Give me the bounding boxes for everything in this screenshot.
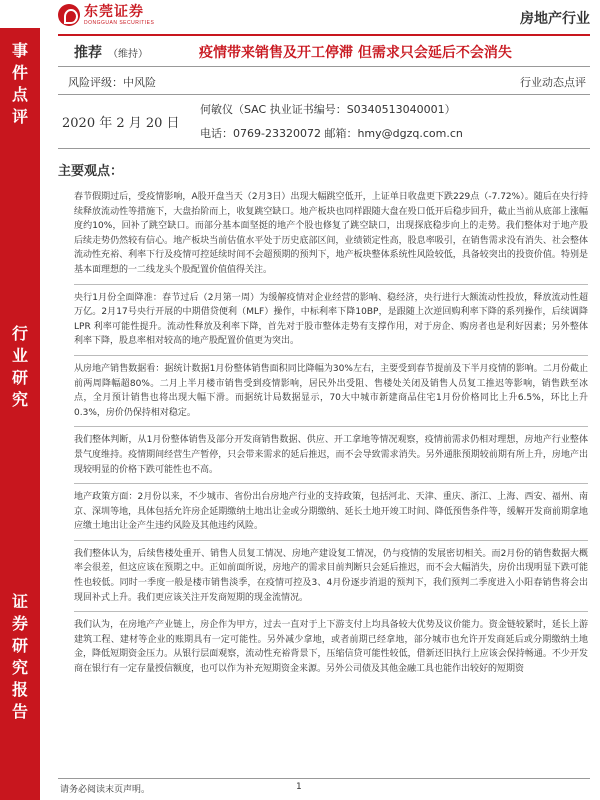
analyst-info bbox=[200, 98, 463, 146]
report-date: 2020 年 2 月 20 日 bbox=[62, 116, 180, 131]
analyst-name: 何敏仪（SAC 执业证书编号：S0340513040001） bbox=[200, 103, 456, 116]
title-row bbox=[58, 38, 590, 66]
report-type: 行业动态点评 bbox=[520, 76, 586, 89]
paragraph-divider bbox=[74, 426, 588, 427]
footer-disclaimer: 请务必阅读末页声明。 bbox=[60, 785, 151, 795]
logo-cn: 东莞证券 bbox=[84, 3, 144, 20]
paragraph: 地产政策方面：2月份以来，不少城市、省份出台房地产行业的支持政策，包括河北、天津、重庆、浙江、上海、西安、福州、南京、深圳等地，具体包括允许房企延期缴纳土地出让金或分期缴纳、延长土地开竣工时间、降低预售条件等，缓解开发商前期拿地应缴土地出让金产生违约风险及其他违约风险。 bbox=[74, 492, 588, 532]
rating: 推荐 （维持） bbox=[74, 45, 148, 61]
page-header bbox=[0, 0, 600, 36]
main-points-heading: 主要观点： bbox=[58, 164, 124, 179]
analyst-divider bbox=[58, 148, 590, 149]
paragraph-divider bbox=[74, 483, 588, 484]
header-divider bbox=[58, 34, 590, 36]
risk-level: 风险评级：中风险 bbox=[68, 76, 156, 89]
title-divider bbox=[58, 66, 590, 67]
footer-divider bbox=[58, 778, 590, 779]
report-title: 疫情带来销售及开工停滞 但需求只会延后不会消失 bbox=[199, 45, 512, 61]
page-number: 1 bbox=[296, 782, 302, 792]
paragraph-divider bbox=[74, 611, 588, 612]
paragraph-divider bbox=[74, 355, 588, 356]
sidebar-label-securities-report: 证 券 研 究 报 告 bbox=[11, 592, 28, 721]
paragraph-divider bbox=[74, 284, 588, 285]
sidebar-label-event-review: 事 件 点 评 bbox=[11, 41, 28, 126]
paragraph: 我们整体认为，后续售楼处重开、销售人员复工情况、房地产建设复工情况，仍与疫情的发展密切相关。而2月份的销售数据大概率会很差，但这应该在预期之中。正如前面所说，房地产的需求目前判断只会延后推迟，而不会大幅消失，房价出现明显下跌可能性也较低。同时一季度一般是楼市销售淡季，在疫情可控及3、4月份逐步消退的预判下，我们预判二季度进入小阳春销售将会出现回补式上升。我们更应该关注开发商短期的现金流情况。 bbox=[74, 548, 588, 603]
sidebar bbox=[0, 28, 40, 800]
analyst-contact: 电话：0769-23320072 邮箱：hmy@dgzq.com.cn bbox=[200, 127, 463, 140]
paragraph: 从房地产销售数据看：据统计数据1月份整体销售面积同比降幅为30%左右，主要受到春节提前及下半月疫情的影响。二月份截止前两周降幅超80%。二月上半月楼市销售受到疫情影响，居民外出受阻、售楼处关闭及销售人员复工推迟等影响，销售跌至冰点，全月预计销售也将出现大幅下滑。而据统计局数据显示，70大中城市新建商品住宅1月份价格同比上升6.5%，环比上升0.3%，房价仍保持相对稳定。 bbox=[74, 363, 588, 418]
logo-icon bbox=[58, 4, 80, 26]
main-content bbox=[74, 188, 588, 679]
meta-divider bbox=[58, 94, 590, 95]
paragraph: 央行1月份全面降准：春节过后（2月第一周）为缓解疫情对企业经营的影响、稳经济，央行进行大额流动性投放，释放流动性超万亿。2月17号央行开展的中期借贷便利（MLF）操作，中标利率下降10BP，是跟随上次逆回购利率下降的系列操作，后续调降 LPR 利率可能性提升。流动性释放及利率下降，首先对于股市整体走势有支撑作用，对于房企、购房者也是利好因素；另外整体利率下降，股息率相对较高的地产股配置价值更为突出。 bbox=[74, 292, 588, 347]
paragraph: 春节假期过后，受疫情影响，A股开盘当天（2月3日）出现大幅跳空低开，上证单日收盘更下跌229点（-7.72%）。随后在央行持续释放流动性等措施下，大盘抬阶而上，收复跳空缺口。地产板块也同样跟随大盘在殁口低开后稳步回升，截止当前从底部上涨幅度约10%，回补了跳空缺口。而部分基本面坚挺的地产个股也修复了跳空缺口，出现探底稳步向上的走势。我们整体对于地产股后续走势仍然较有信心。地产板块当前估值水平处于历史底部区间，业绩锁定性高，股息率吸引，在销售需求没有消失、社会整体流动性充裕、利率下行及疫情可控延续时间不会超预期的预判下，地产板块整体系统性风险较低，具备较突出的投资价值。特别是基本面理想的一二线龙头个股配置价值值得关注。 bbox=[74, 192, 588, 275]
sidebar-label-industry-research: 行 业 研 究 bbox=[11, 324, 28, 409]
paragraph: 我们认为，在房地产产业链上，房企作为甲方，过去一直对于上下游支付上均具备较大优势及议价能力。资金链较紧时，延长上游建筑工程、建材等企业的账期具有一定可能性。另外减少拿地，或者前期已经拿地，部分城市也允许开发商延后或分期缴纳土地金，降低短期资金压力。从银行层面观察，流动性充裕背景下，压缩信贷可能性较低，借新还旧执行上应该会保持畅通。不少开发商在银行有一定存量授信额度，也可以作为补充短期资金来源。另外公司债及其他金融工具也能作出较好的短期资 bbox=[74, 620, 588, 675]
industry-label: 房地产行业 bbox=[520, 11, 590, 27]
paragraph-divider bbox=[74, 540, 588, 541]
logo-en: DONGGUAN SECURITIES bbox=[84, 19, 155, 26]
paragraph: 我们整体判断，从1月份整体销售及部分开发商销售数据、供应、开工拿地等情况观察，疫情前需求仍相对理想，房地产行业整体景气度维持。疫情期间经营生产暂停，只会带来需求的延后推迟，而不会导致需求消失。另外通胀预期较前期有所上升，房地产出现较明显的价格下跌可能性也不高。 bbox=[74, 435, 588, 475]
company-logo bbox=[58, 4, 154, 26]
rating-note: （维持） bbox=[108, 49, 148, 60]
